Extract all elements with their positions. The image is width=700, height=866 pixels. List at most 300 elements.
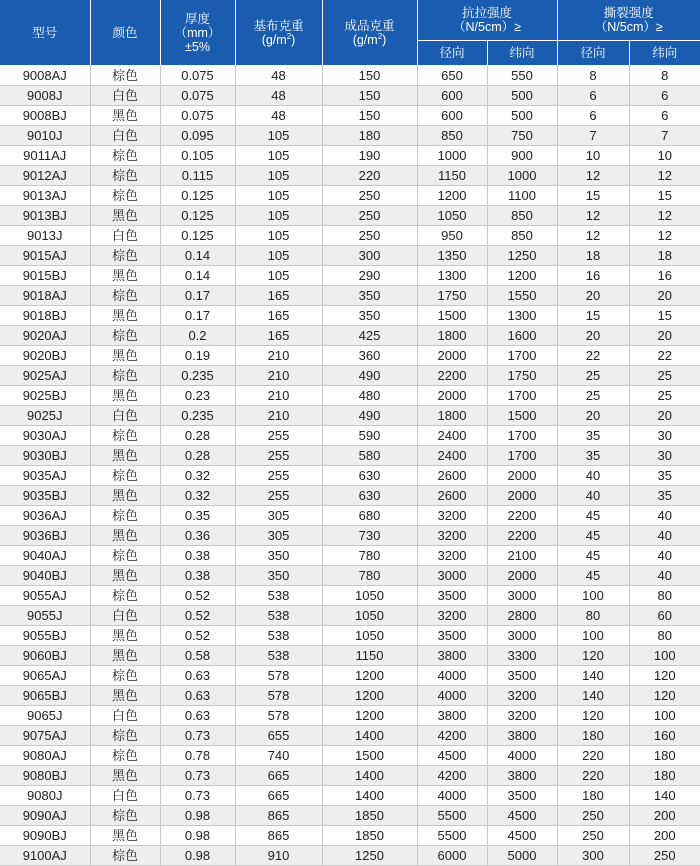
cell-tensile-weft: 500 — [487, 86, 557, 106]
cell-tensile-warp: 1800 — [417, 406, 487, 426]
cell-tear-warp: 7 — [557, 126, 629, 146]
cell-thickness: 0.23 — [160, 386, 235, 406]
cell-color: 棕色 — [90, 726, 160, 746]
cell-tensile-warp: 4200 — [417, 726, 487, 746]
cell-model: 9035BJ — [0, 486, 90, 506]
cell-color: 黑色 — [90, 626, 160, 646]
cell-color: 棕色 — [90, 746, 160, 766]
cell-tensile-warp: 4000 — [417, 686, 487, 706]
cell-base-weight: 210 — [235, 366, 322, 386]
cell-model: 9055AJ — [0, 586, 90, 606]
cell-tensile-warp: 3800 — [417, 706, 487, 726]
table-row — [0, 586, 700, 606]
header-product-weight: 成品克重 $(g/m^2)$ — [322, 0, 417, 66]
cell-tear-warp: 25 — [557, 386, 629, 406]
cell-tear-warp: 180 — [557, 726, 629, 746]
table-row — [0, 346, 700, 366]
table-row — [0, 706, 700, 726]
cell-product-weight: 780 — [322, 566, 417, 586]
cell-color: 黑色 — [90, 646, 160, 666]
cell-thickness: 0.075 — [160, 86, 235, 106]
cell-model: 9090BJ — [0, 826, 90, 846]
cell-base-weight: 578 — [235, 686, 322, 706]
cell-product-weight: 1050 — [322, 626, 417, 646]
cell-tensile-warp: 3500 — [417, 626, 487, 646]
cell-thickness: 0.73 — [160, 786, 235, 806]
cell-tear-weft: 16 — [629, 266, 700, 286]
table-row — [0, 146, 700, 166]
cell-color: 黑色 — [90, 526, 160, 546]
cell-base-weight: 305 — [235, 506, 322, 526]
cell-tear-weft: 12 — [629, 206, 700, 226]
cell-base-weight: 105 — [235, 146, 322, 166]
cell-color: 白色 — [90, 406, 160, 426]
cell-product-weight: 580 — [322, 446, 417, 466]
table-row — [0, 166, 700, 186]
table-row — [0, 326, 700, 346]
cell-color: 棕色 — [90, 806, 160, 826]
cell-model: 9030BJ — [0, 446, 90, 466]
cell-tear-weft: 6 — [629, 86, 700, 106]
cell-product-weight: 1200 — [322, 686, 417, 706]
cell-color: 黑色 — [90, 346, 160, 366]
cell-model: 9080BJ — [0, 766, 90, 786]
cell-color: 棕色 — [90, 246, 160, 266]
cell-model: 9010J — [0, 126, 90, 146]
cell-thickness: 0.095 — [160, 126, 235, 146]
cell-tensile-warp: 850 — [417, 126, 487, 146]
cell-product-weight: 630 — [322, 486, 417, 506]
table-row — [0, 386, 700, 406]
cell-base-weight: 538 — [235, 646, 322, 666]
cell-tear-weft: 12 — [629, 226, 700, 246]
cell-model: 9025AJ — [0, 366, 90, 386]
cell-thickness: 0.52 — [160, 606, 235, 626]
table-row — [0, 366, 700, 386]
table-row — [0, 446, 700, 466]
cell-base-weight: 665 — [235, 766, 322, 786]
header-color: 颜色 — [90, 0, 160, 66]
cell-tear-weft: 180 — [629, 746, 700, 766]
cell-tear-weft: 40 — [629, 506, 700, 526]
cell-tear-warp: 120 — [557, 646, 629, 666]
cell-thickness: 0.52 — [160, 586, 235, 606]
cell-tensile-weft: 3000 — [487, 626, 557, 646]
cell-color: 棕色 — [90, 546, 160, 566]
cell-model: 9025BJ — [0, 386, 90, 406]
cell-thickness: 0.63 — [160, 666, 235, 686]
cell-product-weight: 1400 — [322, 786, 417, 806]
cell-tensile-weft: 4500 — [487, 826, 557, 846]
cell-model: 9065AJ — [0, 666, 90, 686]
cell-color: 棕色 — [90, 286, 160, 306]
cell-tear-weft: 30 — [629, 446, 700, 466]
cell-model: 9040AJ — [0, 546, 90, 566]
cell-color: 棕色 — [90, 426, 160, 446]
header-tensile-warp: 径向 — [417, 41, 487, 66]
cell-thickness: 0.58 — [160, 646, 235, 666]
cell-color: 黑色 — [90, 566, 160, 586]
cell-base-weight: 578 — [235, 706, 322, 726]
cell-tensile-warp: 3200 — [417, 546, 487, 566]
cell-tensile-warp: 3800 — [417, 646, 487, 666]
cell-tear-warp: 300 — [557, 846, 629, 866]
cell-base-weight: 48 — [235, 66, 322, 86]
cell-base-weight: 255 — [235, 426, 322, 446]
cell-model: 9012AJ — [0, 166, 90, 186]
table-row — [0, 686, 700, 706]
cell-product-weight: 490 — [322, 366, 417, 386]
cell-tear-weft: 6 — [629, 106, 700, 126]
cell-tensile-weft: 3200 — [487, 706, 557, 726]
cell-tensile-weft: 4000 — [487, 746, 557, 766]
cell-tensile-warp: 2600 — [417, 486, 487, 506]
cell-product-weight: 425 — [322, 326, 417, 346]
cell-tensile-weft: 900 — [487, 146, 557, 166]
cell-tensile-weft: 550 — [487, 66, 557, 86]
cell-product-weight: 780 — [322, 546, 417, 566]
header-thickness: 厚度 （mm） ±5% — [160, 0, 235, 66]
cell-tensile-warp: 1350 — [417, 246, 487, 266]
table-row — [0, 126, 700, 146]
cell-tensile-warp: 2600 — [417, 466, 487, 486]
cell-color: 黑色 — [90, 266, 160, 286]
cell-thickness: 0.63 — [160, 706, 235, 726]
cell-tensile-weft: 3000 — [487, 586, 557, 606]
cell-tear-warp: 140 — [557, 686, 629, 706]
cell-base-weight: 210 — [235, 346, 322, 366]
cell-tear-warp: 20 — [557, 286, 629, 306]
cell-tear-warp: 18 — [557, 246, 629, 266]
cell-model: 9020BJ — [0, 346, 90, 366]
cell-base-weight: 350 — [235, 566, 322, 586]
cell-tear-warp: 250 — [557, 806, 629, 826]
cell-model: 9018BJ — [0, 306, 90, 326]
cell-thickness: 0.115 — [160, 166, 235, 186]
cell-tensile-weft: 2200 — [487, 526, 557, 546]
cell-tensile-weft: 3200 — [487, 686, 557, 706]
cell-tear-weft: 40 — [629, 566, 700, 586]
cell-thickness: 0.32 — [160, 486, 235, 506]
cell-product-weight: 730 — [322, 526, 417, 546]
cell-tear-weft: 20 — [629, 326, 700, 346]
cell-product-weight: 1850 — [322, 826, 417, 846]
cell-tear-warp: 25 — [557, 366, 629, 386]
cell-thickness: 0.52 — [160, 626, 235, 646]
cell-thickness: 0.235 — [160, 366, 235, 386]
cell-tensile-warp: 2200 — [417, 366, 487, 386]
cell-product-weight: 1850 — [322, 806, 417, 826]
cell-product-weight: 350 — [322, 286, 417, 306]
cell-tensile-weft: 3500 — [487, 666, 557, 686]
cell-color: 黑色 — [90, 106, 160, 126]
cell-tensile-warp: 1500 — [417, 306, 487, 326]
table-row — [0, 406, 700, 426]
cell-product-weight: 1050 — [322, 586, 417, 606]
cell-tensile-warp: 1050 — [417, 206, 487, 226]
table-row — [0, 746, 700, 766]
cell-tensile-warp: 1200 — [417, 186, 487, 206]
cell-model: 9065J — [0, 706, 90, 726]
cell-thickness: 0.14 — [160, 266, 235, 286]
cell-tensile-weft: 850 — [487, 206, 557, 226]
cell-base-weight: 255 — [235, 466, 322, 486]
cell-product-weight: 480 — [322, 386, 417, 406]
cell-tensile-warp: 4000 — [417, 786, 487, 806]
cell-tear-warp: 12 — [557, 166, 629, 186]
cell-tear-warp: 10 — [557, 146, 629, 166]
cell-thickness: 0.63 — [160, 686, 235, 706]
cell-tear-weft: 40 — [629, 546, 700, 566]
cell-tensile-warp: 600 — [417, 106, 487, 126]
table-row — [0, 186, 700, 206]
cell-product-weight: 1050 — [322, 606, 417, 626]
cell-tensile-warp: 600 — [417, 86, 487, 106]
cell-model: 9011AJ — [0, 146, 90, 166]
cell-thickness: 0.28 — [160, 426, 235, 446]
cell-color: 黑色 — [90, 306, 160, 326]
cell-thickness: 0.075 — [160, 106, 235, 126]
cell-color: 白色 — [90, 126, 160, 146]
cell-product-weight: 250 — [322, 226, 417, 246]
cell-base-weight: 538 — [235, 606, 322, 626]
cell-tear-weft: 250 — [629, 846, 700, 866]
cell-tensile-warp: 2000 — [417, 346, 487, 366]
cell-tensile-weft: 1200 — [487, 266, 557, 286]
table-row — [0, 106, 700, 126]
cell-product-weight: 1400 — [322, 766, 417, 786]
cell-tensile-weft: 1700 — [487, 446, 557, 466]
cell-tear-warp: 40 — [557, 466, 629, 486]
cell-product-weight: 300 — [322, 246, 417, 266]
cell-base-weight: 578 — [235, 666, 322, 686]
cell-tear-warp: 180 — [557, 786, 629, 806]
cell-model: 9015BJ — [0, 266, 90, 286]
cell-tear-warp: 140 — [557, 666, 629, 686]
cell-color: 黑色 — [90, 766, 160, 786]
cell-tensile-weft: 2000 — [487, 566, 557, 586]
cell-tensile-warp: 5500 — [417, 826, 487, 846]
cell-thickness: 0.125 — [160, 226, 235, 246]
cell-model: 9040BJ — [0, 566, 90, 586]
cell-model: 9080AJ — [0, 746, 90, 766]
cell-model: 9065BJ — [0, 686, 90, 706]
table-row — [0, 506, 700, 526]
cell-thickness: 0.17 — [160, 286, 235, 306]
table-row — [0, 606, 700, 626]
cell-tensile-weft: 3800 — [487, 766, 557, 786]
cell-base-weight: 105 — [235, 206, 322, 226]
cell-tensile-weft: 1000 — [487, 166, 557, 186]
cell-tear-weft: 18 — [629, 246, 700, 266]
cell-tensile-weft: 2000 — [487, 466, 557, 486]
cell-color: 白色 — [90, 86, 160, 106]
cell-tear-weft: 60 — [629, 606, 700, 626]
cell-tear-warp: 16 — [557, 266, 629, 286]
cell-model: 9055J — [0, 606, 90, 626]
cell-model: 9008J — [0, 86, 90, 106]
table-row — [0, 286, 700, 306]
cell-tear-weft: 8 — [629, 66, 700, 86]
cell-tensile-weft: 2800 — [487, 606, 557, 626]
cell-tear-warp: 80 — [557, 606, 629, 626]
cell-tensile-weft: 1500 — [487, 406, 557, 426]
cell-product-weight: 360 — [322, 346, 417, 366]
cell-base-weight: 105 — [235, 166, 322, 186]
cell-tear-weft: 35 — [629, 486, 700, 506]
cell-thickness: 0.35 — [160, 506, 235, 526]
cell-base-weight: 165 — [235, 326, 322, 346]
cell-tear-weft: 120 — [629, 666, 700, 686]
table-row — [0, 846, 700, 866]
cell-tear-weft: 200 — [629, 806, 700, 826]
cell-model: 9100AJ — [0, 846, 90, 866]
cell-tensile-warp: 1000 — [417, 146, 487, 166]
cell-tensile-warp: 950 — [417, 226, 487, 246]
header-model: 型号 — [0, 0, 90, 66]
cell-tensile-warp: 1800 — [417, 326, 487, 346]
cell-tensile-weft: 500 — [487, 106, 557, 126]
table-row — [0, 86, 700, 106]
cell-tensile-weft: 2200 — [487, 506, 557, 526]
cell-tear-weft: 200 — [629, 826, 700, 846]
header-tensile-strength: 抗拉强度 （N/5cm）≥ — [417, 0, 557, 41]
header-tensile-weft: 纬向 — [487, 41, 557, 66]
table-row — [0, 566, 700, 586]
table-row — [0, 466, 700, 486]
cell-tear-warp: 6 — [557, 106, 629, 126]
cell-color: 棕色 — [90, 846, 160, 866]
cell-thickness: 0.38 — [160, 546, 235, 566]
cell-product-weight: 490 — [322, 406, 417, 426]
cell-model: 9020AJ — [0, 326, 90, 346]
cell-product-weight: 180 — [322, 126, 417, 146]
cell-base-weight: 865 — [235, 806, 322, 826]
cell-color: 黑色 — [90, 446, 160, 466]
cell-thickness: 0.125 — [160, 186, 235, 206]
cell-color: 棕色 — [90, 506, 160, 526]
cell-color: 白色 — [90, 706, 160, 726]
cell-tensile-weft: 1700 — [487, 426, 557, 446]
cell-base-weight: 210 — [235, 406, 322, 426]
table-row — [0, 646, 700, 666]
cell-tear-weft: 160 — [629, 726, 700, 746]
cell-tensile-warp: 3200 — [417, 526, 487, 546]
cell-tensile-weft: 1100 — [487, 186, 557, 206]
cell-tear-warp: 120 — [557, 706, 629, 726]
cell-tear-warp: 35 — [557, 426, 629, 446]
cell-tensile-weft: 2000 — [487, 486, 557, 506]
cell-tensile-warp: 4500 — [417, 746, 487, 766]
cell-base-weight: 665 — [235, 786, 322, 806]
cell-base-weight: 255 — [235, 446, 322, 466]
cell-tear-warp: 6 — [557, 86, 629, 106]
cell-base-weight: 655 — [235, 726, 322, 746]
cell-thickness: 0.19 — [160, 346, 235, 366]
cell-tensile-weft: 4500 — [487, 806, 557, 826]
table-row — [0, 66, 700, 86]
cell-product-weight: 350 — [322, 306, 417, 326]
cell-product-weight: 680 — [322, 506, 417, 526]
cell-thickness: 0.98 — [160, 826, 235, 846]
cell-base-weight: 210 — [235, 386, 322, 406]
cell-tensile-weft: 1700 — [487, 346, 557, 366]
table-row — [0, 546, 700, 566]
cell-base-weight: 255 — [235, 486, 322, 506]
cell-base-weight: 165 — [235, 306, 322, 326]
table-row — [0, 426, 700, 446]
cell-color: 棕色 — [90, 666, 160, 686]
cell-tear-weft: 25 — [629, 366, 700, 386]
cell-color: 棕色 — [90, 326, 160, 346]
cell-product-weight: 190 — [322, 146, 417, 166]
cell-base-weight: 105 — [235, 226, 322, 246]
cell-product-weight: 1250 — [322, 846, 417, 866]
cell-product-weight: 250 — [322, 186, 417, 206]
cell-base-weight: 305 — [235, 526, 322, 546]
cell-product-weight: 1200 — [322, 666, 417, 686]
table-row — [0, 266, 700, 286]
cell-tear-weft: 22 — [629, 346, 700, 366]
table-row — [0, 226, 700, 246]
cell-model: 9030AJ — [0, 426, 90, 446]
cell-tensile-warp: 3200 — [417, 606, 487, 626]
cell-thickness: 0.14 — [160, 246, 235, 266]
cell-thickness: 0.235 — [160, 406, 235, 426]
header-tear-warp: 径向 — [557, 41, 629, 66]
cell-thickness: 0.73 — [160, 766, 235, 786]
cell-tensile-warp: 4200 — [417, 766, 487, 786]
cell-tensile-weft: 3300 — [487, 646, 557, 666]
table-body — [0, 66, 700, 866]
cell-tear-weft: 180 — [629, 766, 700, 786]
cell-tensile-warp: 2000 — [417, 386, 487, 406]
cell-tear-warp: 12 — [557, 206, 629, 226]
cell-product-weight: 1500 — [322, 746, 417, 766]
cell-base-weight: 105 — [235, 266, 322, 286]
cell-tensile-weft: 1300 — [487, 306, 557, 326]
header-base-weight: 基布克重 $(g/m^2)$ — [235, 0, 322, 66]
cell-tear-warp: 45 — [557, 566, 629, 586]
cell-thickness: 0.78 — [160, 746, 235, 766]
cell-tensile-weft: 2100 — [487, 546, 557, 566]
cell-tear-weft: 20 — [629, 286, 700, 306]
cell-color: 黑色 — [90, 386, 160, 406]
cell-product-weight: 250 — [322, 206, 417, 226]
cell-model: 9075AJ — [0, 726, 90, 746]
cell-tear-warp: 22 — [557, 346, 629, 366]
cell-tear-warp: 100 — [557, 586, 629, 606]
cell-tensile-warp: 5500 — [417, 806, 487, 826]
cell-base-weight: 105 — [235, 186, 322, 206]
cell-thickness: 0.98 — [160, 806, 235, 826]
cell-tensile-warp: 1150 — [417, 166, 487, 186]
cell-color: 白色 — [90, 606, 160, 626]
cell-tear-weft: 20 — [629, 406, 700, 426]
cell-base-weight: 538 — [235, 626, 322, 646]
cell-tensile-warp: 3000 — [417, 566, 487, 586]
cell-tensile-warp: 2400 — [417, 446, 487, 466]
cell-tear-weft: 80 — [629, 586, 700, 606]
table-row — [0, 306, 700, 326]
cell-base-weight: 740 — [235, 746, 322, 766]
cell-thickness: 0.36 — [160, 526, 235, 546]
cell-tear-weft: 35 — [629, 466, 700, 486]
cell-color: 棕色 — [90, 586, 160, 606]
cell-color: 棕色 — [90, 166, 160, 186]
cell-tear-warp: 250 — [557, 826, 629, 846]
cell-tensile-weft: 850 — [487, 226, 557, 246]
